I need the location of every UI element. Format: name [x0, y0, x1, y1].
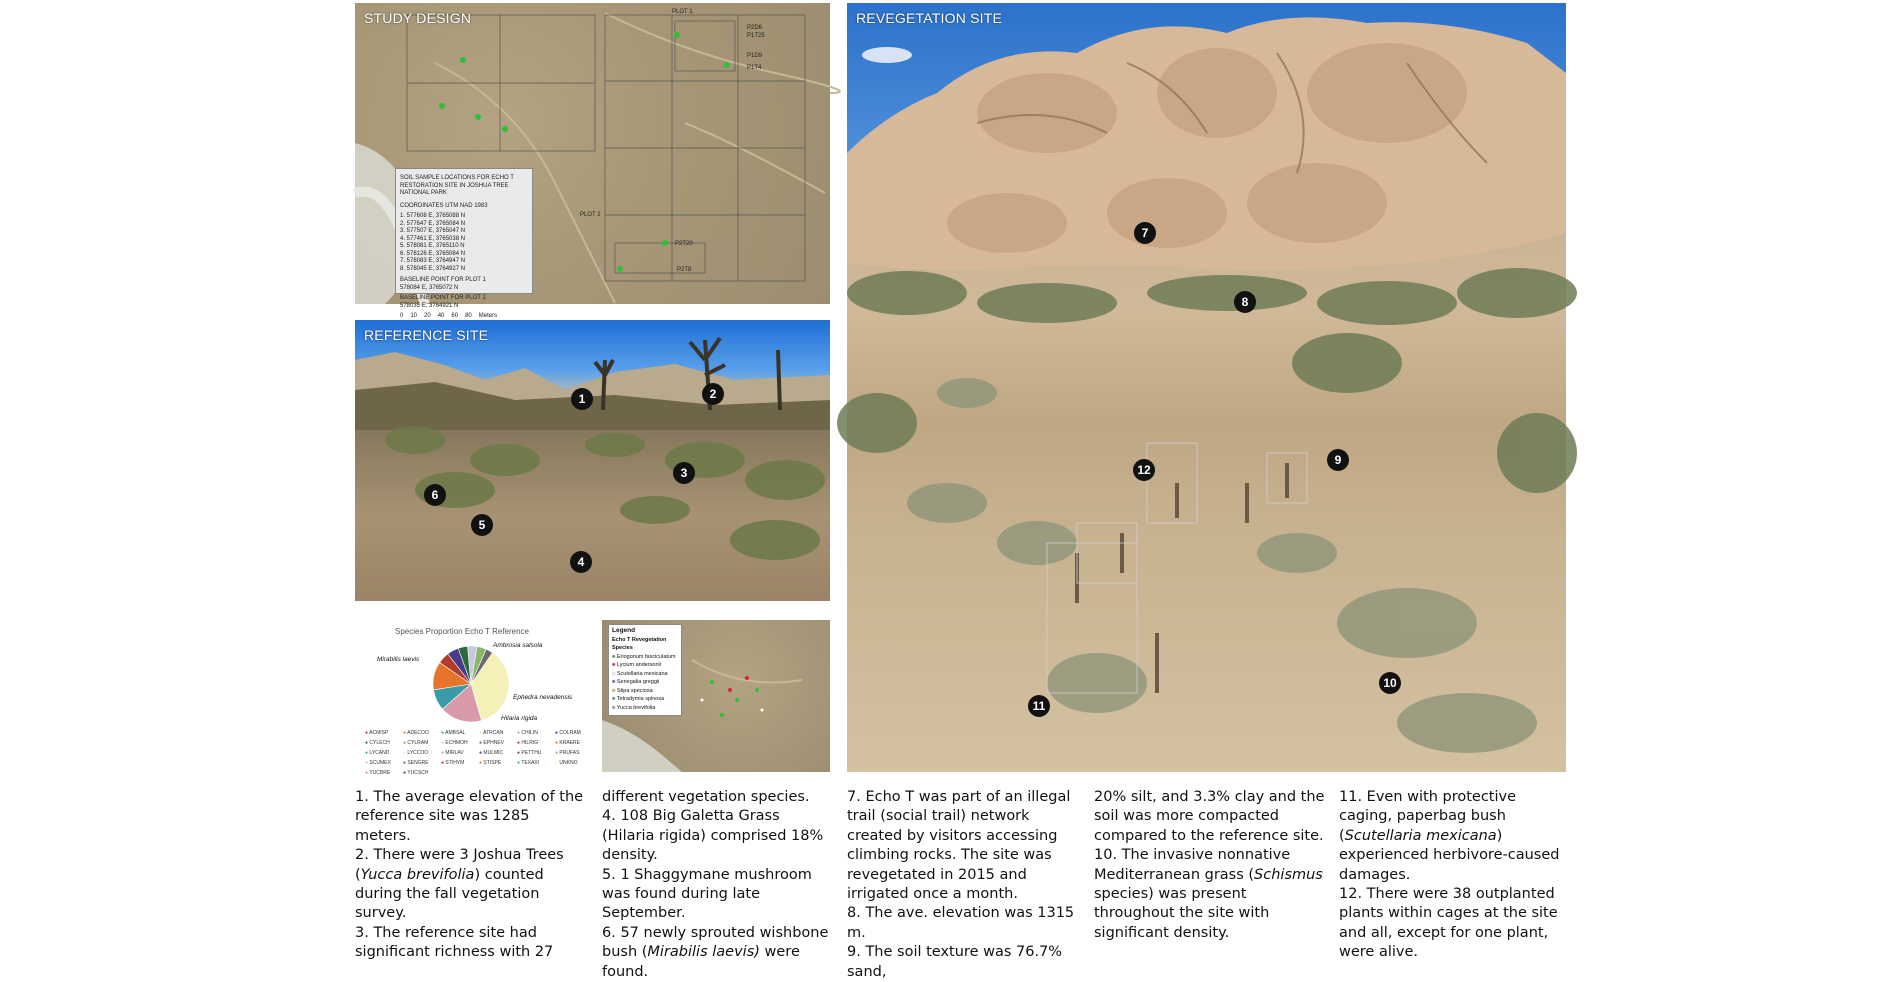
pie-legend-item: ● YUCBRE	[365, 770, 391, 776]
pie-legend-item: ● LYCCOO	[403, 750, 429, 756]
scale-tick: 40	[437, 313, 445, 319]
pie-title: Species Proportion Echo T Reference	[395, 627, 530, 636]
revegetation-marker: 12	[1133, 459, 1155, 481]
baseline-2-value: 578035 E, 3764921 N	[400, 302, 459, 309]
pie-legend-item: ● PETTHU	[517, 750, 542, 756]
plot-label: P1T25	[747, 33, 765, 39]
caption-paragraph: 20% silt, and 3.3% clay and the soil was more compacted compared to the reference site.	[1094, 789, 1325, 844]
plot-label: P1T4	[747, 65, 762, 71]
pie-legend-item: ● HILRIG	[517, 740, 539, 746]
scale-tick: 0	[400, 313, 404, 319]
pie-svg	[355, 636, 587, 731]
revegetation-species-map	[602, 620, 830, 772]
pie-label-mirabilis: Mirabilis laevis	[377, 656, 420, 663]
reference-marker: 4	[570, 551, 592, 573]
baseline-1-label: BASELINE POINT FOR PLOT 1	[400, 277, 486, 283]
coord-point: 6. 578126 E, 3765084 N	[400, 250, 466, 257]
plot-label: P1D9	[747, 53, 763, 59]
scale-tick: 10	[410, 313, 418, 319]
reference-site-photo	[355, 320, 830, 601]
coord-point: 7. 578083 E, 3764947 N	[400, 258, 466, 264]
caption-paragraph: 3. The reference site had significant richness with 27	[355, 924, 554, 961]
reveg-legend-item: ● Senegalia greggii	[612, 679, 660, 685]
pie-legend-item: ● SCUMEX	[365, 760, 391, 766]
revegetation-landscape	[847, 3, 1566, 772]
pie-legend-item: ● CHILIN	[517, 730, 538, 736]
revegetation-site-photo	[847, 3, 1566, 772]
coord-point: 5. 578081 E, 3765110 N	[400, 243, 465, 249]
pie-legend-item: ● MIRLAV	[441, 750, 464, 756]
panel-label-study-design: STUDY DESIGN	[364, 10, 472, 26]
coord-point: 2. 577647 E, 3765084 N	[400, 220, 466, 227]
caption-paragraph: 9. The soil texture was 76.7% sand,	[847, 944, 1063, 980]
caption-paragraph: 11. Even with protective caging, paperbag bush (Scutellaria mexicana) experienced herbivore-caused damages.	[1339, 789, 1560, 883]
pie-label-hilaria: Hilaria rigida	[501, 715, 538, 722]
species-pie-chart	[355, 618, 587, 776]
reveg-legend-item: ● Eriogonum fasciculatum	[612, 653, 676, 660]
pie-legend-item: ● SENGRE	[403, 760, 429, 766]
pie-legend-item: ● KRAERE	[555, 740, 580, 746]
reference-marker: 3	[673, 462, 695, 484]
revegetation-marker: 11	[1028, 695, 1050, 717]
pie-legend-item: ● PRUFAS	[555, 750, 580, 756]
baseline-1-value: 578084 E, 3765072 N	[400, 284, 459, 291]
plot-label: P2D6	[747, 25, 763, 31]
pie-legend-item: ● YUCSCH	[403, 770, 429, 776]
coord-point: 8. 578045 E, 3764927 N	[400, 265, 466, 272]
caption-column-2	[602, 788, 834, 982]
reveg-legend-title: Legend	[612, 627, 636, 634]
pie-legend	[365, 730, 595, 780]
revegetation-marker: 8	[1234, 291, 1256, 313]
reveg-legend-item: ● Tetradymia spinosa	[612, 696, 665, 702]
pie-legend-item: ● ACMISP	[365, 730, 389, 736]
pie-legend-item: ● MULMIC	[479, 750, 504, 756]
reference-landscape	[355, 320, 830, 601]
caption-paragraph: 4. 108 Big Galetta Grass (Hilaria rigida) comprised 18% density.	[602, 808, 824, 864]
reference-marker: 1	[571, 388, 593, 410]
revegetation-marker: 9	[1327, 449, 1349, 471]
pie-legend-item: ● STIHYM	[441, 760, 465, 766]
pie-legend-item: ● ADECOO	[403, 730, 429, 736]
reveg-legend-item: ● Lycium andersonii	[612, 662, 661, 668]
plot-label: P2T8	[677, 267, 692, 273]
reveg-legend-item: ● Scutellaria mexicana	[612, 670, 668, 677]
reveg-legend	[608, 624, 682, 716]
pie-label-ephedra: Ephedra nevadensis	[513, 694, 573, 701]
coord-point: 3. 577507 E, 3765047 N	[400, 228, 466, 234]
caption-paragraph: 2. There were 3 Joshua Trees (Yucca brevifolia) counted during the fall vegetation survey.	[355, 847, 564, 922]
pie-legend-item: ● TEXAXI	[517, 760, 540, 766]
pie-legend-item: ● COLRAM	[555, 730, 581, 736]
plot-label: PLOT 2	[580, 212, 601, 218]
panel-label-revegetation-site: REVEGETATION SITE	[856, 10, 1003, 26]
scale-unit: Meters	[478, 313, 498, 319]
map-info-box	[395, 168, 533, 319]
reveg-legend-item: ● Stipa speciosa	[612, 687, 653, 694]
reveg-legend-item: ● Yucca brevifolia	[612, 704, 656, 711]
pie-legend-item: ● LYCAND	[365, 750, 390, 756]
caption-paragraph: 7. Echo T was part of an illegal trail (social trail) network created by visitors accessing climbing rocks. The site was revegetated in 2015 and irrigated once a month.	[847, 789, 1071, 903]
scale-tick: 80	[465, 313, 472, 319]
map-title: SOIL SAMPLE LOCATIONS FOR ECHO T RESTORATION SITE IN JOSHUA TREE NATIONAL PARK	[400, 175, 514, 196]
revegetation-marker: 7	[1134, 222, 1156, 244]
reference-marker: 6	[424, 484, 446, 506]
pie-legend-item: ● EPHNEV	[479, 740, 504, 746]
pie-legend-item: ● CYLRAM	[403, 740, 429, 746]
caption-paragraph: 10. The invasive nonnative Mediterranean grass (Schismus species) was present throughout the site with significant density.	[1094, 847, 1323, 941]
caption-column-4	[1094, 788, 1326, 943]
caption-column-5	[1339, 788, 1571, 963]
reference-marker: 5	[471, 514, 493, 536]
coord-point: 1. 577608 E, 3765088 N	[400, 213, 466, 219]
pie-legend-item: ● CYLECH	[365, 740, 390, 746]
reveg-legend-subtitle: Echo T Revegetation Species	[612, 636, 667, 651]
caption-paragraph: 1. The average elevation of the reference site was 1285 meters.	[355, 789, 584, 844]
scale-tick: 60	[451, 313, 459, 319]
study-design-panel	[355, 3, 830, 319]
scale-tick: 20	[424, 313, 431, 319]
revegetation-marker: 10	[1379, 672, 1401, 694]
baseline-2-label: BASELINE POINT FOR PLOT 2	[400, 295, 486, 301]
pie-legend-item: ● UNKNO	[555, 760, 578, 766]
panel-label-reference-site: REFERENCE SITE	[364, 327, 489, 343]
caption-paragraph: 6. 57 newly sprouted wishbone bush (Mirabilis laevis) were found.	[602, 924, 829, 980]
plot-label: PLOT 1	[672, 9, 693, 15]
pie-legend-item: ● STISPE	[479, 760, 502, 766]
caption-column-3	[847, 788, 1079, 982]
plot-label: P2T20	[675, 241, 693, 247]
caption-paragraph: different vegetation species.	[602, 789, 810, 805]
caption-paragraph: 8. The ave. elevation was 1315 m.	[847, 905, 1075, 941]
caption-paragraph: 5. 1 Shaggymane mushroom was found during late September.	[602, 866, 812, 922]
caption-paragraph: 12. There were 38 outplanted plants within cages at the site and all, except for one plant, were alive.	[1339, 886, 1558, 961]
coord-point: 4. 577461 E, 3765038 N	[400, 235, 466, 242]
pie-label-ambrosia: Ambrosia salsola	[493, 642, 543, 649]
coords-heading: COORDINATES UTM NAD 1983	[400, 202, 488, 209]
pie-legend-item: ● ATRCAN	[479, 730, 504, 736]
pie-legend-item: ● ECHMOH	[441, 740, 468, 746]
caption-column-1	[355, 788, 587, 963]
reference-marker: 2	[702, 383, 724, 405]
pie-legend-item: ● AMBSAL	[441, 730, 466, 736]
